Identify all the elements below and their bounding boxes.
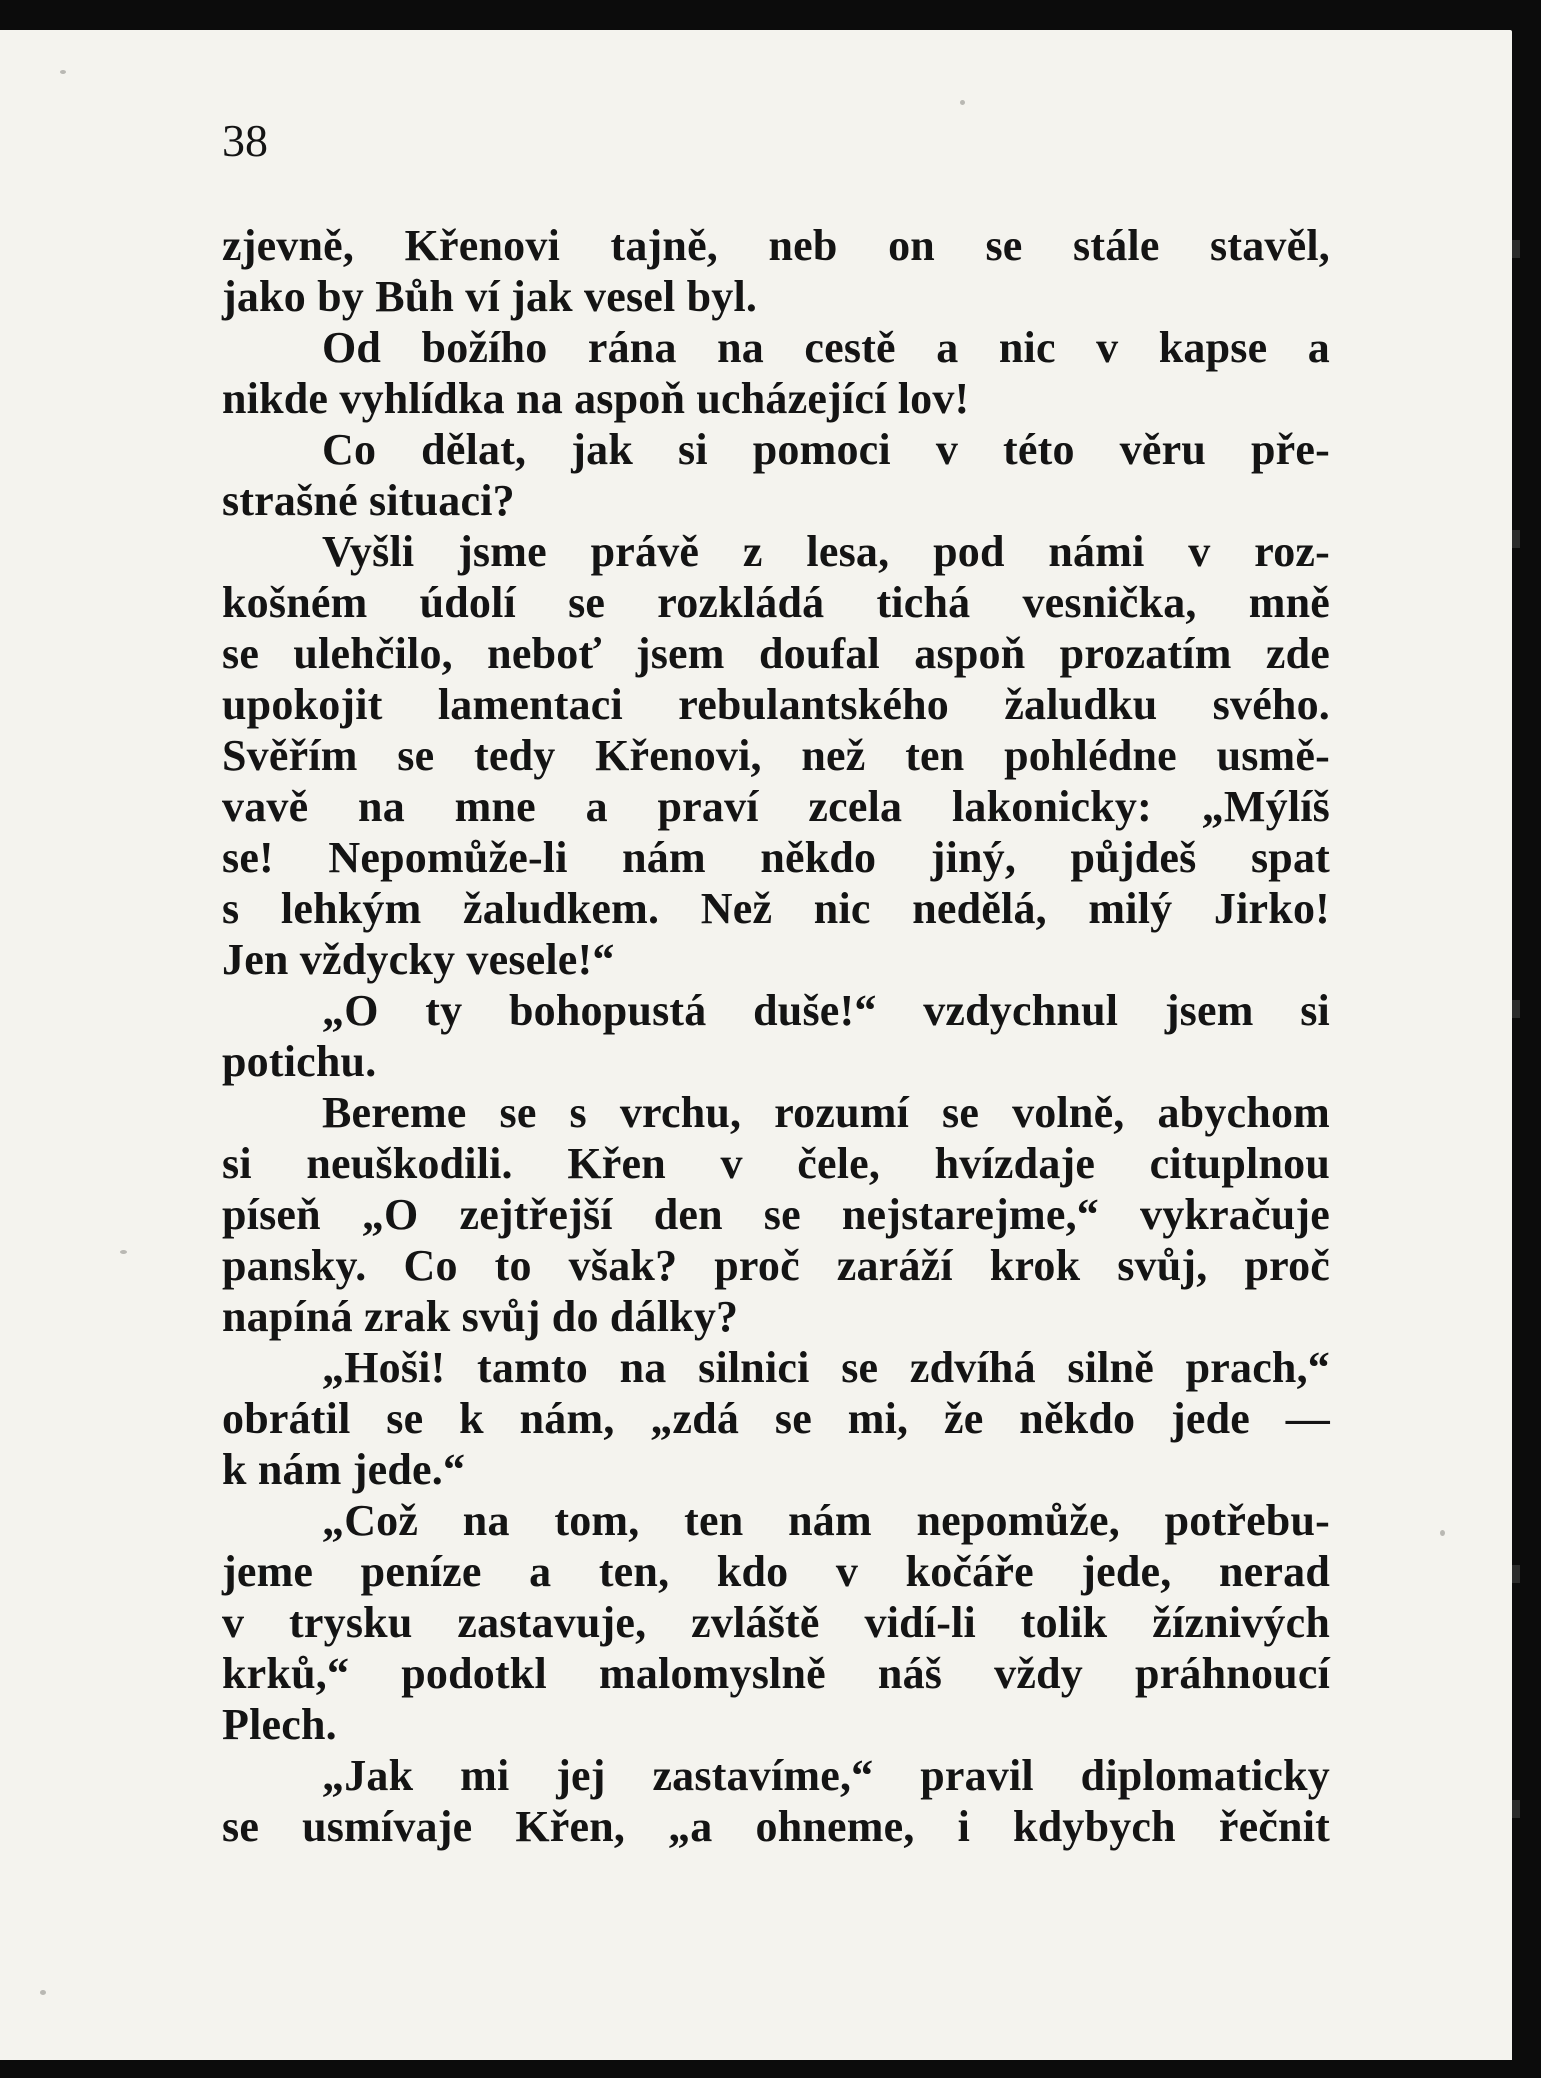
text-line: jeme peníze a ten, kdo v kočáře jede, nerad <box>222 1547 1330 1596</box>
text-line: „Hoši! tamto na silnici se zdvíhá silně prach,“ <box>322 1343 1330 1392</box>
paper-speck <box>1440 1530 1445 1536</box>
edge-mark <box>1512 1800 1520 1818</box>
paper-speck <box>960 100 965 105</box>
text-line: zjevně, Křenovi tajně, neb on se stále stavěl, <box>222 221 1330 270</box>
text-line: v trysku zastavuje, zvláště vidí-li tolik žíznivých <box>222 1598 1330 1647</box>
text-line: „Jak mi jej zastavíme,“ pravil diplomaticky <box>322 1751 1330 1800</box>
text-line: „O ty bohopustá duše!“ vzdychnul jsem si <box>322 986 1330 1035</box>
text-line: k nám jede.“ <box>222 1445 466 1494</box>
text-line: se! Nepomůže-li nám někdo jiný, půjdeš spat <box>222 833 1330 882</box>
text-line: Vyšli jsme právě z lesa, pod námi v roz- <box>322 527 1330 576</box>
text-line: obrátil se k nám, „zdá se mi, že někdo jede — <box>222 1394 1330 1443</box>
paper-speck <box>60 70 66 74</box>
text-line: krků,“ podotkl malomyslně náš vždy práhnoucí <box>222 1649 1330 1698</box>
text-line: Bereme se s vrchu, rozumí se volně, abychom <box>322 1088 1330 1137</box>
text-line: strašné situaci? <box>222 476 515 525</box>
text-line: se ulehčilo, neboť jsem doufal aspoň prozatím zde <box>222 629 1330 678</box>
edge-mark <box>1512 530 1520 548</box>
body-text <box>222 220 1330 1852</box>
text-line: se usmívaje Křen, „a ohneme, i kdybych řečnit <box>222 1802 1330 1851</box>
text-line: s lehkým žaludkem. Než nic nedělá, milý Jirko! <box>222 884 1330 933</box>
text-line: Plech. <box>222 1700 337 1749</box>
text-line: košném údolí se rozkládá tichá vesnička, mně <box>222 578 1330 627</box>
text-line: Od božího rána na cestě a nic v kapse a <box>322 323 1330 372</box>
text-line: upokojit lamentaci rebulantského žaludku svého. <box>222 680 1330 729</box>
text-line: napíná zrak svůj do dálky? <box>222 1292 739 1341</box>
text-line: nikde vyhlídka na aspoň ucházející lov! <box>222 374 970 423</box>
text-line: si neuškodili. Křen v čele, hvízdaje cituplnou <box>222 1139 1330 1188</box>
paper-speck <box>40 1990 46 1995</box>
page-number: 38 <box>222 115 268 166</box>
text-line: Svěřím se tedy Křenovi, než ten pohlédne usmě- <box>222 731 1330 780</box>
text-line: jako by Bůh ví jak vesel byl. <box>222 272 758 321</box>
page-right-edge <box>1512 0 1541 2078</box>
text-line: potichu. <box>222 1037 377 1086</box>
text-line: „Což na tom, ten nám nepomůže, potřebu- <box>322 1496 1330 1545</box>
text-line: Jen vždycky vesele!“ <box>222 935 615 984</box>
text-line: pansky. Co to však? proč zaráží krok svůj, proč <box>222 1241 1330 1290</box>
edge-mark <box>1512 240 1520 258</box>
text-line: vavě na mne a praví zcela lakonicky: „Mýlíš <box>222 782 1330 831</box>
edge-mark <box>1512 1565 1520 1583</box>
edge-mark <box>1512 1000 1520 1018</box>
paper-speck <box>120 1250 127 1254</box>
text-line: píseň „O zejtřejší den se nejstarejme,“ vykračuje <box>222 1190 1330 1239</box>
text-line: Co dělat, jak si pomoci v této věru pře- <box>322 425 1330 474</box>
